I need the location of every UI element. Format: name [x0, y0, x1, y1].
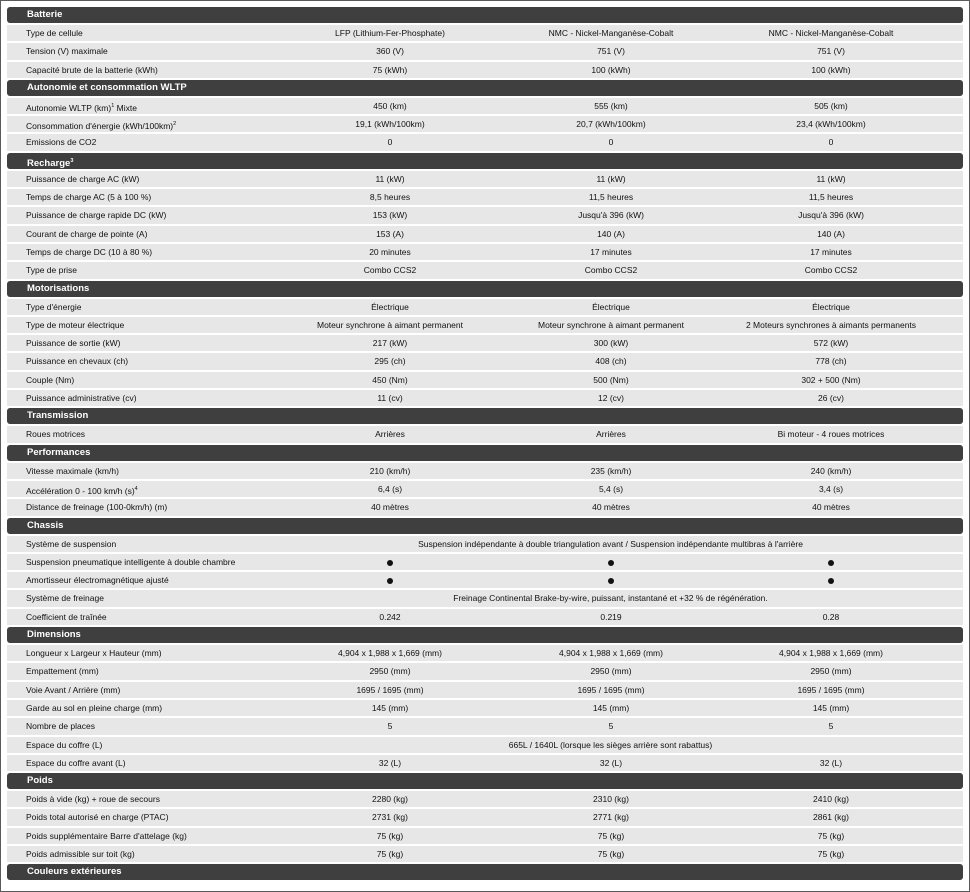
spec-label	[26, 718, 95, 734]
included-dot-icon	[828, 560, 834, 566]
spec-value-version-1: 145 (mm)	[371, 702, 409, 713]
spec-value-version-2	[501, 572, 721, 588]
spec-row	[7, 846, 963, 862]
spec-row	[7, 609, 963, 625]
footnote-marker: 3	[70, 157, 74, 164]
included-dot-icon	[387, 578, 393, 584]
footnote-marker: 1	[111, 102, 115, 109]
spec-row	[7, 463, 963, 479]
spec-label-text: Puissance de charge rapide DC (kW)	[26, 210, 167, 221]
spec-row	[7, 189, 963, 205]
spec-label-text: Emissions de CO2	[26, 137, 97, 148]
section-title: Motorisations	[27, 282, 90, 294]
spec-value-version-3: 0.28	[822, 611, 840, 622]
spec-label	[26, 846, 135, 862]
spec-value-version-1: Moteur synchrone à aimant permanent	[317, 319, 463, 330]
spec-label	[26, 207, 166, 223]
spec-value-version-3: 778 (ch)	[815, 356, 847, 367]
spec-label-text: Accélération 0 - 100 km/h (s)	[26, 485, 135, 496]
spec-value-version-3: NMC - Nickel-Manganèse-Cobalt	[768, 28, 894, 38]
spec-label	[26, 682, 120, 698]
spec-label	[26, 499, 167, 515]
spec-row	[7, 116, 963, 132]
spec-value-version-1: 153 (kW)	[372, 210, 408, 221]
spec-label-text: Espace du coffre avant (L)	[26, 757, 126, 768]
spec-value-version-2: 408 (ch)	[595, 356, 627, 367]
spec-value-version-1: 295 (ch)	[374, 356, 406, 367]
spec-value-version-1: 32 (L)	[378, 757, 402, 768]
spec-value-version-1: 0	[387, 137, 393, 148]
spec-label-text: Roues motrices	[26, 429, 86, 440]
spec-value-version-1: 75 (kWh)	[372, 64, 408, 75]
spec-label-text: Vitesse maximale (km/h)	[26, 465, 119, 476]
spec-value-version-2: Combo CCS2	[584, 265, 638, 276]
spec-value-version-1: 2950 (mm)	[369, 666, 411, 677]
spec-value-version-1: 0.242	[379, 611, 401, 622]
spec-value-version-2: 75 (kg)	[597, 848, 625, 859]
spec-row	[7, 682, 963, 698]
included-dot-icon	[608, 578, 614, 584]
spec-value-version-2: 140 (A)	[597, 228, 625, 239]
spec-label-text: Puissance de sortie (kW)	[26, 338, 121, 349]
spec-label-text: Courant de charge de pointe (A)	[26, 228, 148, 239]
spec-label-text: Temps de charge AC (5 à 100 %)	[26, 192, 152, 203]
spec-value-version-3: 302 + 500 (Nm)	[801, 374, 861, 385]
spec-label	[26, 299, 82, 315]
section-title: Dimensions	[27, 629, 81, 641]
spec-value-version-3: 32 (L)	[819, 757, 843, 768]
spec-value-version-2	[501, 554, 721, 570]
spec-value-version-3: 23,4 (kWh/100km)	[796, 119, 866, 130]
spec-label	[26, 663, 99, 679]
spec-value-version-3: Bi moteur - 4 roues motrices	[777, 429, 885, 440]
spec-value-version-1: 450 (km)	[373, 100, 407, 111]
spec-value-version-3: 140 (A)	[817, 228, 845, 239]
spec-value-version-3: 11 (kW)	[816, 173, 846, 184]
spec-label	[26, 262, 77, 278]
spec-value-version-2: 0.219	[600, 611, 622, 622]
spec-value-version-1: 217 (kW)	[372, 338, 408, 349]
spec-label-text: Temps de charge DC (10 à 80 %)	[26, 246, 153, 257]
section-header-motorisations	[7, 281, 963, 297]
spec-value-version-2: 75 (kg)	[597, 830, 625, 841]
spec-label-text: Consommation d'énergie (kWh/100km)	[26, 121, 174, 132]
section-header-poids	[7, 773, 963, 789]
spec-value-version-2: Jusqu'à 396 (kW)	[578, 210, 644, 221]
spec-value-version-3: 145 (mm)	[812, 702, 850, 713]
footnote-marker: 2	[173, 121, 177, 128]
spec-value-all-versions: Freinage Continental Brake-by-wire, puissant, instantané et +32 % de régénération.	[453, 593, 768, 604]
specifications-table	[7, 7, 963, 882]
spec-value-version-2: 2310 (kg)	[593, 794, 629, 805]
spec-label	[26, 554, 235, 570]
spec-label-text: Poids admissible sur toit (kg)	[26, 848, 135, 859]
spec-value-version-1: 40 mètres	[371, 502, 409, 513]
spec-label	[26, 226, 147, 242]
spec-row	[7, 98, 963, 114]
spec-label-text: Couple (Nm)	[26, 374, 75, 385]
spec-label	[26, 755, 126, 771]
spec-value-version-2: Arrières	[596, 429, 626, 440]
spec-value-version-3: 26 (cv)	[818, 393, 844, 404]
spec-label-text: Type de prise	[26, 265, 78, 276]
spec-label-text: Poids à vide (kg) + roue de secours	[26, 794, 160, 805]
spec-label-text: Suspension pneumatique intelligente à double chambre	[26, 556, 236, 567]
section-title: Transmission	[27, 410, 89, 422]
spec-row	[7, 390, 963, 406]
spec-label-text: Nombre de places	[26, 721, 95, 732]
spec-row	[7, 499, 963, 515]
spec-value-version-2: 235 (km/h)	[590, 465, 632, 476]
spec-label-text: Poids supplémentaire Barre d'attelage (kg)	[26, 830, 187, 841]
spec-label	[26, 572, 169, 588]
section-header-autonomie-et-consommation-wltp	[7, 80, 963, 96]
spec-value-version-1: 19,1 (kWh/100km)	[355, 119, 425, 130]
spec-label	[26, 590, 104, 606]
included-dot-icon	[608, 560, 614, 566]
spec-value-version-2: Moteur synchrone à aimant permanent	[538, 319, 684, 330]
spec-label	[26, 737, 102, 753]
spec-row	[7, 536, 963, 552]
spec-label	[26, 372, 74, 388]
spec-value-version-3: 1695 / 1695 (mm)	[797, 684, 865, 695]
spec-value-all-versions: Suspension indépendante à double triangulation avant / Suspension indépendante multibras à l'arrière	[418, 538, 803, 549]
spec-label	[26, 335, 120, 351]
spec-value-version-1: 4,904 x 1,988 x 1,669 (mm)	[338, 648, 442, 659]
spec-value-version-3: 572 (kW)	[813, 338, 849, 349]
spec-label-text: Autonomie WLTP (km)	[26, 102, 112, 113]
section-title: Batterie	[27, 9, 63, 20]
spec-value-version-2: 20,7 (kWh/100km)	[576, 119, 646, 130]
spec-value-version-2: 1695 / 1695 (mm)	[577, 684, 645, 695]
spec-label-text: Puissance en chevaux (ch)	[26, 356, 129, 367]
spec-value-version-2: 751 (V)	[597, 46, 625, 57]
spec-row	[7, 663, 963, 679]
spec-value-version-3: 75 (kg)	[817, 830, 845, 841]
spec-label	[26, 700, 162, 716]
spec-label	[26, 791, 160, 807]
spec-value-version-2: 11 (kW)	[596, 173, 626, 184]
spec-label	[26, 116, 176, 134]
spec-value-version-1: 75 (kg)	[376, 848, 404, 859]
section-header-batterie	[7, 7, 963, 23]
spec-value-version-3: 751 (V)	[817, 46, 845, 57]
spec-label-text: Distance de freinage (100-0km/h) (m)	[26, 502, 168, 513]
spec-label-text: Longueur x Largeur x Hauteur (mm)	[26, 648, 162, 659]
spec-label	[26, 62, 158, 78]
spec-value-version-2: 300 (kW)	[593, 338, 629, 349]
spec-value-version-1	[280, 554, 500, 570]
spec-label	[26, 463, 119, 479]
section-title: Performances	[27, 446, 91, 458]
spec-row	[7, 317, 963, 333]
spec-label	[26, 244, 152, 260]
spec-row	[7, 828, 963, 844]
spec-value-version-2: 32 (L)	[599, 757, 623, 768]
spec-label	[26, 317, 124, 333]
spec-label	[26, 609, 107, 625]
spec-row	[7, 171, 963, 187]
spec-value-version-3	[721, 572, 941, 588]
spec-value-version-1: 75 (kg)	[376, 830, 404, 841]
spec-row	[7, 737, 963, 753]
spec-value-version-3: 5	[828, 721, 834, 732]
spec-label	[26, 645, 162, 661]
spec-value-version-2: 2950 (mm)	[590, 666, 632, 677]
spec-value-version-3: 100 (kWh)	[811, 64, 851, 75]
spec-label-text: Tension (V) maximale	[26, 46, 108, 57]
spec-value-version-3: 0	[828, 137, 834, 148]
spec-row	[7, 244, 963, 260]
spec-row	[7, 353, 963, 369]
included-dot-icon	[828, 578, 834, 584]
spec-label	[26, 390, 137, 406]
spec-value-version-1: 8,5 heures	[369, 192, 411, 203]
spec-label-text: Type de cellule	[26, 28, 83, 38]
spec-label-text: Puissance de charge AC (kW)	[26, 173, 140, 184]
spec-value-version-3: Électrique	[812, 301, 850, 312]
spec-label-text: Type de moteur électrique	[26, 319, 125, 330]
spec-value-version-3	[721, 554, 941, 570]
spec-value-version-1: 210 (km/h)	[369, 465, 411, 476]
spec-row	[7, 809, 963, 825]
spec-row	[7, 335, 963, 351]
footnote-marker: 4	[134, 485, 138, 492]
spec-value-version-2: 555 (km)	[594, 100, 628, 111]
spec-label	[26, 43, 108, 59]
spec-value-version-3: 4,904 x 1,988 x 1,669 (mm)	[779, 648, 883, 659]
spec-value-version-3: Jusqu'à 396 (kW)	[798, 210, 864, 221]
spec-value-version-2: NMC - Nickel-Manganèse-Cobalt	[548, 28, 674, 38]
section-title: Couleurs extérieures	[27, 866, 122, 878]
spec-value-version-2: Électrique	[592, 301, 630, 312]
spec-label-text: Poids total autorisé en charge (PTAC)	[26, 812, 169, 823]
spec-label	[26, 828, 187, 844]
section-title: Poids	[27, 775, 53, 787]
section-title: Recharge	[27, 157, 71, 169]
spec-value-version-1: 20 minutes	[369, 246, 411, 257]
spec-label-text: Système de suspension	[26, 538, 117, 549]
spec-value-version-1: 1695 / 1695 (mm)	[356, 684, 424, 695]
spec-value-version-2: 40 mètres	[592, 502, 630, 513]
spec-label-text: Voie Avant / Arrière (mm)	[26, 684, 121, 695]
spec-value-version-3: 17 minutes	[810, 246, 852, 257]
spec-value-version-2: 145 (mm)	[592, 702, 630, 713]
spec-row	[7, 572, 963, 588]
spec-row	[7, 226, 963, 242]
section-header-couleurs-exterieures	[7, 864, 963, 880]
section-header-recharge	[7, 153, 963, 169]
spec-row	[7, 645, 963, 661]
section-header-chassis	[7, 518, 963, 534]
spec-value-version-1: LFP (Lithium-Fer-Phosphate)	[335, 28, 445, 38]
spec-label	[26, 353, 128, 369]
spec-value-version-3: 2410 (kg)	[813, 794, 849, 805]
spec-value-version-3: 2 Moteurs synchrones à aimants permanents	[745, 319, 917, 330]
spec-row	[7, 718, 963, 734]
spec-value-version-1: 5	[387, 721, 393, 732]
spec-value-version-3: 75 (kg)	[817, 848, 845, 859]
spec-label	[26, 426, 85, 442]
section-title: Chassis	[27, 519, 64, 531]
spec-value-version-2: 500 (Nm)	[593, 374, 629, 385]
spec-value-version-3: 11,5 heures	[808, 192, 854, 203]
spec-row	[7, 25, 963, 41]
spec-value-version-1: 6,4 (s)	[377, 483, 403, 494]
spec-value-version-2: 4,904 x 1,988 x 1,669 (mm)	[559, 648, 663, 659]
spec-label	[26, 171, 139, 187]
spec-value-version-1: 153 (A)	[376, 228, 404, 239]
spec-label-text: Espace du coffre (L)	[26, 739, 103, 750]
spec-label-text: Capacité brute de la batterie (kWh)	[26, 64, 158, 75]
spec-value-version-2: 17 minutes	[590, 246, 632, 257]
spec-row	[7, 299, 963, 315]
section-header-dimensions	[7, 627, 963, 643]
spec-value-version-1: 2280 (kg)	[372, 794, 408, 805]
included-dot-icon	[387, 560, 393, 566]
spec-value-version-3: 2861 (kg)	[813, 812, 849, 823]
spec-row	[7, 62, 963, 78]
spec-value-version-2: 0	[608, 137, 614, 148]
spec-label-text: Garde au sol en pleine charge (mm)	[26, 702, 163, 713]
spec-value-version-1: 360 (V)	[376, 46, 404, 57]
spec-row	[7, 262, 963, 278]
spec-value-version-3: 240 (km/h)	[810, 465, 852, 476]
spec-row	[7, 590, 963, 606]
spec-value-version-2: 5	[608, 721, 614, 732]
spec-value-version-1: 450 (Nm)	[372, 374, 408, 385]
spec-label	[26, 536, 116, 552]
spec-label-text: Coefficient de traînée	[26, 611, 107, 622]
spec-row	[7, 43, 963, 59]
spec-row	[7, 481, 963, 497]
spec-value-version-2: 12 (cv)	[598, 393, 624, 404]
spec-value-version-1	[280, 572, 500, 588]
section-header-performances	[7, 445, 963, 461]
spec-label	[26, 481, 138, 499]
spec-label	[26, 809, 169, 825]
spec-value-version-3: 505 (km)	[814, 100, 848, 111]
spec-value-version-1: Électrique	[371, 301, 409, 312]
spec-label-text: Amortisseur électromagnétique ajusté	[26, 575, 169, 586]
spec-value-version-3: 2950 (mm)	[810, 666, 852, 677]
spec-value-version-1: 2731 (kg)	[372, 812, 408, 823]
spec-value-version-1: 11 (cv)	[377, 393, 403, 404]
spec-value-all-versions: 665L / 1640L (lorsque les sièges arrière sont rabattus)	[508, 739, 713, 750]
spec-label-text: Puissance administrative (cv)	[26, 393, 137, 404]
spec-row	[7, 755, 963, 771]
spec-value-version-2: 100 (kWh)	[591, 64, 631, 75]
spec-label	[26, 98, 137, 116]
spec-value-version-1: Combo CCS2	[363, 265, 417, 276]
spec-label	[26, 189, 151, 205]
spec-row	[7, 700, 963, 716]
spec-row	[7, 426, 963, 442]
spec-label-suffix: Mixte	[114, 102, 137, 113]
spec-value-version-3: Combo CCS2	[804, 265, 858, 276]
spec-row	[7, 372, 963, 388]
spec-row	[7, 554, 963, 570]
spec-label-text: Empattement (mm)	[26, 666, 99, 677]
spec-value-version-1: Arrières	[375, 429, 405, 440]
spec-label	[26, 25, 83, 41]
section-header-transmission	[7, 408, 963, 424]
spec-value-version-1: 11 (kW)	[375, 173, 405, 184]
spec-value-version-2: 11,5 heures	[588, 192, 634, 203]
spec-row	[7, 134, 963, 150]
spec-value-version-3: 3,4 (s)	[818, 483, 844, 494]
spec-value-version-3: 40 mètres	[812, 502, 850, 513]
spec-row	[7, 791, 963, 807]
spec-value-version-2: 5,4 (s)	[598, 483, 624, 494]
spec-label	[26, 134, 96, 150]
spec-label-text: Type d'énergie	[26, 301, 82, 312]
section-title: Autonomie et consommation WLTP	[27, 81, 187, 93]
spec-label-text: Système de freinage	[26, 593, 104, 604]
spec-value-version-2: 2771 (kg)	[593, 812, 629, 823]
spec-row	[7, 207, 963, 223]
